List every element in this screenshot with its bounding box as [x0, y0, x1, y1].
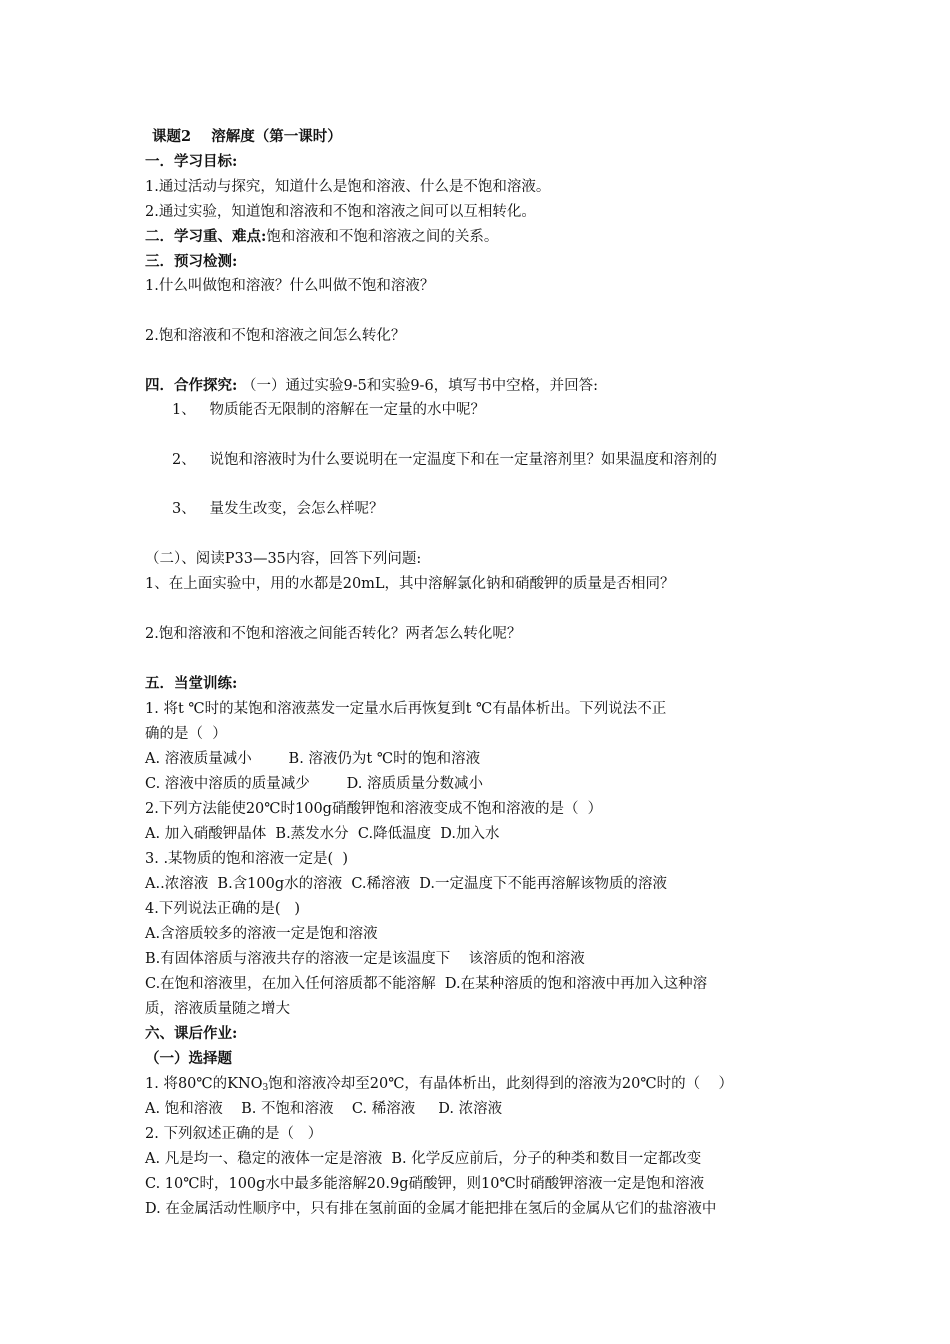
- homework-question-1: [145, 1074, 733, 1098]
- practice-line: C. 溶液中溶质的质量减少 D. 溶质质量分数减小: [145, 776, 483, 792]
- practice-line: A. 溶液质量减小 B. 溶液仍为t ℃时的饱和溶液: [145, 751, 481, 767]
- inquiry-item-2: 2、 说饱和溶液时为什么要说明在一定温度下和在一定量溶剂里？如果温度和溶剂的: [172, 452, 718, 468]
- inquiry-item-3: 3、 量发生改变，会怎么样呢？: [172, 501, 384, 517]
- homework-line: A. 凡是均一、稳定的液体一定是溶液 B. 化学反应前后，分子的种类和数目一定都改变: [145, 1151, 702, 1167]
- practice-line: C.在饱和溶液里，在加入任何溶质都不能溶解 D.在某种溶质的饱和溶液中再加入这种溶: [145, 976, 708, 992]
- reading-question-2: 2.饱和溶液和不饱和溶液之间能否转化？两者怎么转化呢？: [145, 626, 522, 642]
- homework-line: 2. 下列叙述正确的是（ ）: [145, 1126, 323, 1142]
- subscript: 3: [262, 1083, 269, 1093]
- section-4-heading: 四．合作探究:: [145, 377, 238, 394]
- preview-question-1: 1.什么叫做饱和溶液？什么叫做不饱和溶液？: [145, 278, 435, 294]
- practice-line: 质，溶液质量随之增大: [145, 1001, 290, 1017]
- practice-line: 1. 将t ℃时的某饱和溶液蒸发一定量水后再恢复到t ℃有晶体析出。下列说法不正: [145, 701, 667, 717]
- page-title: 课题2 溶解度（第一课时）: [152, 128, 342, 145]
- section-5-heading: 五．当堂训练:: [145, 675, 238, 692]
- practice-line: 确的是（ ）: [145, 726, 227, 742]
- practice-line: A.含溶质较多的溶液一定是饱和溶液: [145, 926, 378, 942]
- practice-line: 3. .某物质的饱和溶液一定是( ): [145, 851, 349, 867]
- section-2-heading: 二．学习重、难点:: [145, 228, 267, 245]
- section-4-intro: （一）通过实验9-5和实验9-6，填写书中空格，并回答:: [241, 378, 599, 394]
- preview-question-2: 2.饱和溶液和不饱和溶液之间怎么转化？: [145, 328, 406, 344]
- homework-line: D. 在金属活动性顺序中，只有排在氢前面的金属才能把排在氢后的金属从它们的盐溶液中: [145, 1201, 717, 1217]
- practice-line: 4.下列说法正确的是( ): [145, 901, 300, 917]
- section-4-part-2: （二）、阅读P33—35内容，回答下列问题:: [145, 551, 422, 567]
- homework-q1-text: 饱和溶液冷却至20℃，有晶体析出，此刻得到的溶液为20℃时的（ ）: [268, 1076, 734, 1092]
- homework-line: C. 10℃时，100g水中最多能溶解20.9g硝酸钾，则10℃时硝酸钾溶液一定是饱和溶液: [145, 1176, 705, 1192]
- inquiry-item-1: 1、 物质能否无限制的溶解在一定量的水中呢？: [172, 402, 486, 418]
- homework-line: A. 饱和溶液 B. 不饱和溶液 C. 稀溶液 D. 浓溶液: [145, 1101, 503, 1117]
- section-4-line: [145, 376, 598, 396]
- objective-1: 1.通过活动与探究，知道什么是饱和溶液、什么是不饱和溶液。: [145, 179, 551, 195]
- reading-question-1: 1、在上面实验中，用的水都是20mL，其中溶解氯化钠和硝酸钾的质量是否相同？: [145, 576, 675, 592]
- objective-2: 2.通过实验，知道饱和溶液和不饱和溶液之间可以互相转化。: [145, 204, 536, 220]
- section-2-line: [145, 227, 498, 247]
- section-2-text: 饱和溶液和不饱和溶液之间的关系。: [266, 229, 499, 245]
- practice-line: 2.下列方法能使20℃时100g硝酸钾饱和溶液变成不饱和溶液的是（ ）: [145, 801, 603, 817]
- practice-line: A..浓溶液 B.含100g水的溶液 C.稀溶液 D.一定温度下不能再溶解该物质的溶液: [145, 876, 667, 892]
- section-6-heading: 六、课后作业:: [145, 1025, 238, 1042]
- section-3-heading: 三．预习检测:: [145, 253, 238, 270]
- practice-line: A. 加入硝酸钾晶体 B.蒸发水分 C.降低温度 D.加入水: [145, 826, 500, 842]
- practice-line: B.有固体溶质与溶液共存的溶液一定是该温度下 该溶质的饱和溶液: [145, 951, 585, 967]
- section-6-subheading: （一）选择题: [145, 1050, 232, 1067]
- homework-q1-text: 1. 将80℃的KNO: [145, 1076, 263, 1092]
- section-1-heading: 一．学习目标:: [145, 153, 238, 170]
